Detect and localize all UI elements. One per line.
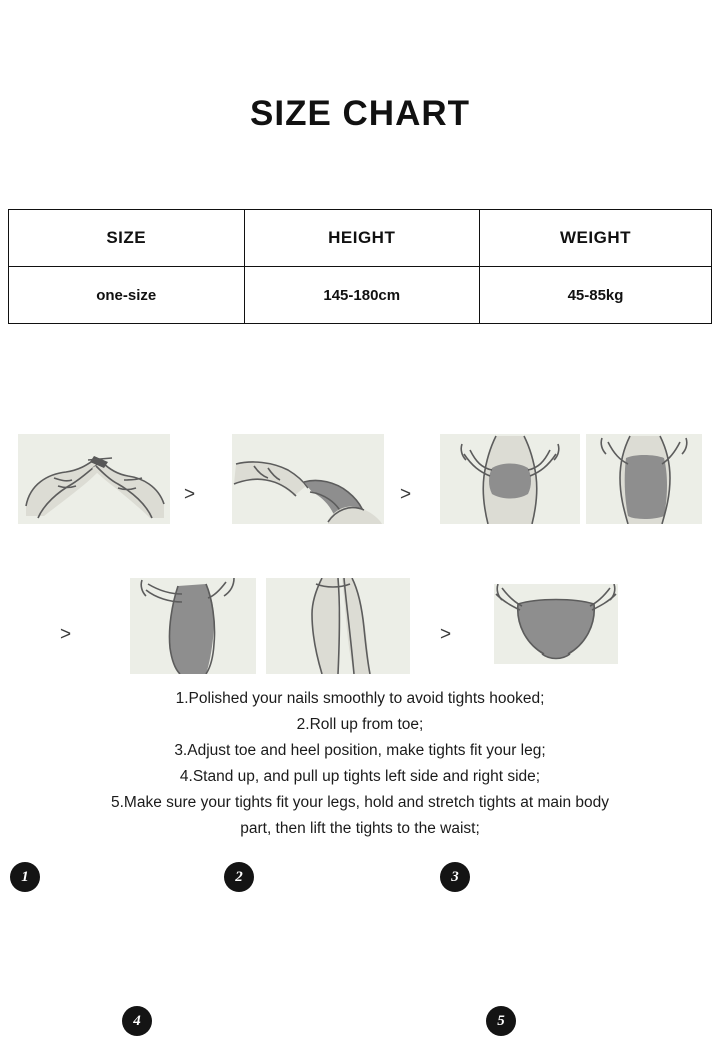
- table-header-height: HEIGHT: [244, 210, 480, 267]
- step-4-image-b: [266, 578, 410, 674]
- step-1-image: [18, 434, 170, 524]
- step-4-image-a: [130, 578, 256, 674]
- size-chart-table: [8, 209, 712, 324]
- instruction-line-6: part, then lift the tights to the waist;: [240, 820, 480, 837]
- table-row: [9, 267, 712, 324]
- instruction-line-1: 1.Polished your nails smoothly to avoid tights hooked;: [175, 690, 545, 707]
- cell-size: one-size: [9, 267, 245, 324]
- step-badge-2: 2: [224, 862, 254, 892]
- table-header-weight: WEIGHT: [480, 210, 712, 267]
- table-header-row: [9, 210, 712, 267]
- cell-height: 145-180cm: [244, 267, 480, 324]
- instruction-line-2: 2.Roll up from toe;: [296, 716, 424, 733]
- step-arrow-3: >: [60, 624, 72, 645]
- instruction-line-3: 3.Adjust toe and heel position, make tights fit your leg;: [174, 742, 546, 759]
- step-arrow-1: >: [184, 484, 196, 505]
- step-badge-5: 5: [486, 1006, 516, 1036]
- cell-weight: 45-85kg: [480, 267, 712, 324]
- table-header-size: SIZE: [9, 210, 245, 267]
- step-badge-3: 3: [440, 862, 470, 892]
- step-2-image: [232, 434, 384, 524]
- step-3-image-b: [586, 434, 702, 524]
- step-badge-1: 1: [10, 862, 40, 892]
- page-title: SIZE CHART: [250, 94, 470, 133]
- step-arrow-4: >: [440, 624, 452, 645]
- instructions-block: [0, 686, 720, 842]
- step-badge-4: 4: [122, 1006, 152, 1036]
- instruction-line-5: 5.Make sure your tights fit your legs, hold and stretch tights at main body: [111, 794, 609, 811]
- step-5-image: [494, 584, 618, 664]
- size-chart-page: [0, 96, 720, 1055]
- instruction-line-4: 4.Stand up, and pull up tights left side and right side;: [179, 768, 541, 785]
- step-arrow-2: >: [400, 484, 412, 505]
- step-3-image-a: [440, 434, 580, 524]
